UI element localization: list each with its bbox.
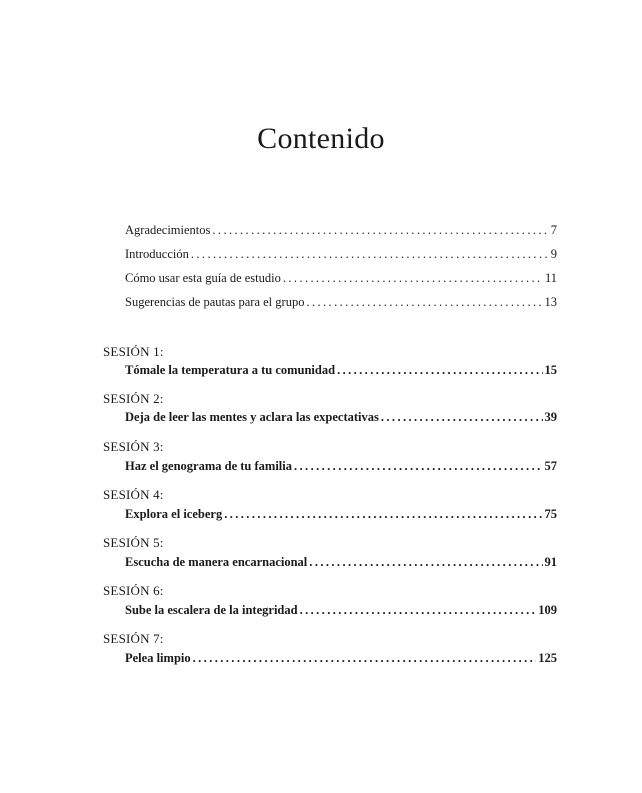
dot-leader xyxy=(300,602,537,618)
toc-entry-page: 109 xyxy=(538,603,557,617)
session-heading: SESIÓN 6: xyxy=(103,583,164,598)
toc-entry-label: Escucha de manera encarnacional xyxy=(125,555,308,569)
session-heading: SESIÓN 2: xyxy=(103,391,164,406)
session-heading: SESIÓN 1: xyxy=(103,344,164,359)
dot-leader xyxy=(212,222,548,238)
toc-entry-page: 15 xyxy=(544,363,557,377)
toc-entry-page: 75 xyxy=(544,507,557,521)
dot-leader xyxy=(294,458,543,474)
toc-entry-page: 9 xyxy=(550,247,557,261)
toc-entry-session-5[interactable] xyxy=(125,554,557,570)
toc-entry-label: Deja de leer las mentes y aclara las expectativas xyxy=(125,410,379,424)
dot-leader xyxy=(224,506,542,522)
toc-entry-page: 7 xyxy=(550,223,557,237)
toc-entry-session-1[interactable] xyxy=(125,362,557,378)
toc-entry-label: Tómale la temperatura a tu comunidad xyxy=(125,363,336,377)
toc-entry-session-2[interactable] xyxy=(125,409,557,425)
toc-entry-page: 57 xyxy=(544,459,557,473)
session-heading: SESIÓN 4: xyxy=(103,487,164,502)
toc-entry-page: 13 xyxy=(544,295,557,309)
session-heading: SESIÓN 3: xyxy=(103,439,164,454)
toc-entry-label: Agradecimientos xyxy=(125,223,211,237)
toc-entry-session-3[interactable] xyxy=(125,458,557,474)
toc-entry-page: 125 xyxy=(538,651,557,665)
toc-entry-introduccion[interactable] xyxy=(125,246,557,262)
toc-entry-label: Explora el iceberg xyxy=(125,507,223,521)
dot-leader xyxy=(306,294,542,310)
toc-entry-page: 11 xyxy=(544,271,557,285)
toc-entry-session-4[interactable] xyxy=(125,506,557,522)
dot-leader xyxy=(283,270,543,286)
toc-entry-sugerencias[interactable] xyxy=(125,294,557,310)
toc-entry-agradecimientos[interactable] xyxy=(125,222,557,238)
toc-entry-label: Haz el genograma de tu familia xyxy=(125,459,292,473)
toc-entry-session-6[interactable] xyxy=(125,602,557,618)
toc-entry-label: Cómo usar esta guía de estudio xyxy=(125,271,281,285)
dot-leader xyxy=(309,554,542,570)
dot-leader xyxy=(191,246,549,262)
toc-entry-label: Introducción xyxy=(125,247,189,261)
toc-entry-page: 39 xyxy=(544,410,557,424)
dot-leader xyxy=(381,409,543,425)
toc-entry-label: Pelea limpio xyxy=(125,651,191,665)
toc-entry-session-7[interactable] xyxy=(125,650,557,666)
page-title: Contenido xyxy=(257,122,385,155)
dot-leader xyxy=(337,362,542,378)
session-heading: SESIÓN 5: xyxy=(103,535,164,550)
toc-entry-label: Sugerencias de pautas para el grupo xyxy=(125,295,305,309)
toc-entry-label: Sube la escalera de la integridad xyxy=(125,603,298,617)
session-heading: SESIÓN 7: xyxy=(103,631,164,646)
toc-entry-como-usar[interactable] xyxy=(125,270,557,286)
dot-leader xyxy=(193,650,537,666)
toc-entry-page: 91 xyxy=(544,555,557,569)
